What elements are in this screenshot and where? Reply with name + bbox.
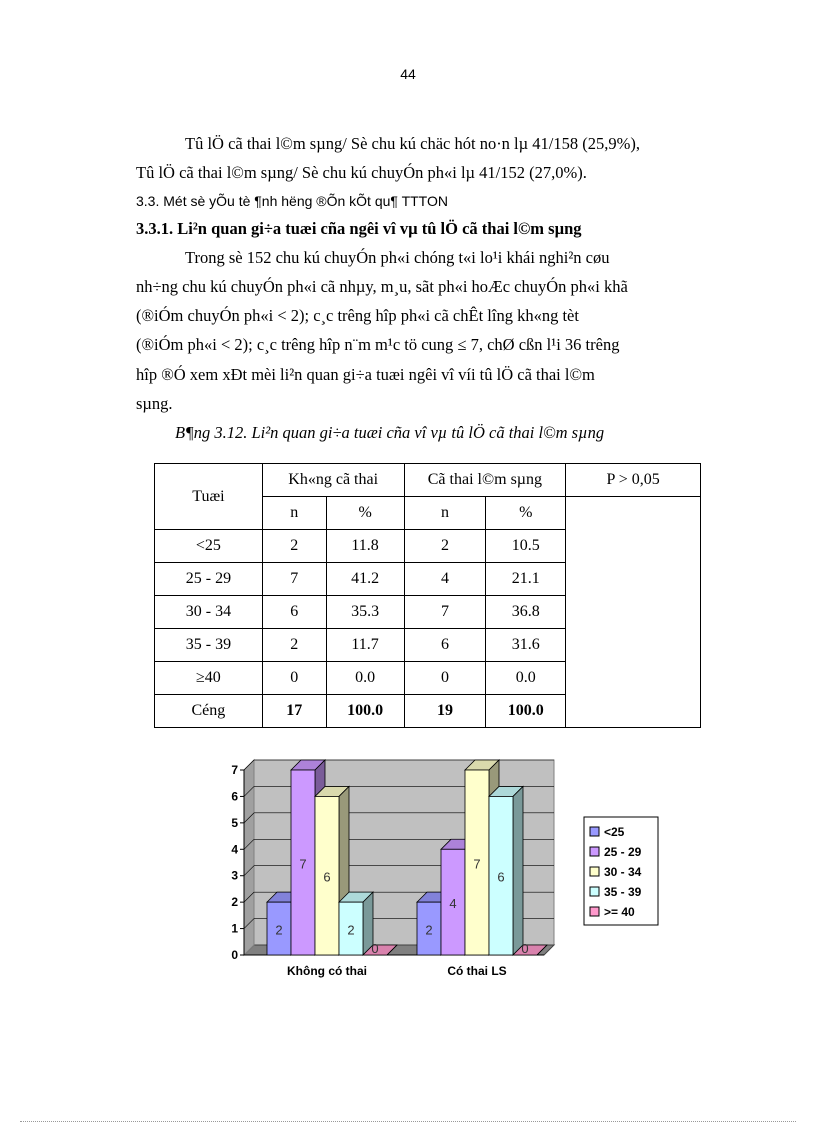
age-cell: <25	[155, 530, 263, 563]
p-value-cell	[566, 497, 701, 728]
y-tick-label: 2	[231, 895, 238, 910]
bar-value-label: 7	[473, 856, 481, 872]
legend-swatch	[590, 887, 599, 896]
bar-value-label: 2	[275, 922, 283, 938]
age-cell: ≥40	[155, 662, 263, 695]
subheader-percent: %	[486, 497, 566, 530]
page-bottom-divider	[20, 1121, 796, 1122]
total-p1: 100.0	[326, 695, 404, 728]
legend-swatch	[590, 867, 599, 876]
header-p-value: P > 0,05	[566, 464, 701, 497]
total-p2: 100.0	[486, 695, 566, 728]
subheader-n: n	[404, 497, 486, 530]
y-tick-label: 1	[231, 921, 238, 936]
bar-value-label: 2	[425, 922, 433, 938]
p2-cell: 36.8	[486, 596, 566, 629]
paragraph-2-line-6: sµng.	[136, 394, 173, 413]
y-tick-label: 5	[231, 815, 238, 830]
y-tick-label: 7	[231, 763, 238, 777]
legend-swatch	[590, 907, 599, 916]
bar-value-label: 0	[521, 941, 529, 956]
n2-cell: 6	[404, 629, 486, 662]
total-label: Céng	[155, 695, 263, 728]
p2-cell: 10.5	[486, 530, 566, 563]
chart-legend	[584, 817, 658, 925]
p1-cell: 0.0	[326, 662, 404, 695]
section-heading: 3.3. Mét sè yÕu tè ¶nh hëng ®Õn kÕt qu¶ TTTON	[136, 193, 448, 209]
n1-cell: 2	[262, 530, 326, 563]
p2-cell: 31.6	[486, 629, 566, 662]
age-pregnancy-bar-chart	[220, 755, 670, 985]
p1-cell: 11.7	[326, 629, 404, 662]
y-tick-label: 3	[231, 868, 238, 883]
legend-label: 30 - 34	[604, 865, 642, 879]
bar-value-label: 6	[323, 869, 331, 885]
n2-cell: 4	[404, 563, 486, 596]
bar-side	[513, 786, 523, 955]
age-pregnancy-table	[154, 463, 701, 728]
paragraph-2-line-4: (®iÓm ph«i < 2); c¸c trêng hîp n¨m m¹c tö cung ≤ 7, chØ cßn l¹i 36 trêng	[136, 335, 620, 354]
p1-cell: 11.8	[326, 530, 404, 563]
legend-label: <25	[604, 825, 625, 839]
age-cell: 30 - 34	[155, 596, 263, 629]
n1-cell: 6	[262, 596, 326, 629]
legend-label: >= 40	[604, 905, 635, 919]
age-cell: 35 - 39	[155, 629, 263, 662]
n1-cell: 2	[262, 629, 326, 662]
bar-value-label: 0	[371, 941, 379, 956]
paragraph-2-line-3: (®iÓm chuyÓn ph«i < 2); c¸c trêng hîp ph«i cã chÊt lîng kh«ng tèt	[136, 306, 579, 325]
y-tick-label: 4	[231, 842, 238, 857]
table-caption: B¶ng 3.12. Li²n quan gi÷a tuæi cña vî vµ tû lÖ cã thai l©m sµng	[175, 423, 605, 442]
chart-side-wall	[244, 760, 254, 955]
header-clinical-pregnancy: Cã thai l©m sµng	[404, 464, 566, 497]
legend-swatch	[590, 827, 599, 836]
n2-cell: 0	[404, 662, 486, 695]
paragraph-2-line-5: hîp ®Ó xem xÐt mèi li²n quan gi÷a tuæi ngêi vî víi tû lÖ cã thai l©m	[136, 365, 595, 384]
n1-cell: 7	[262, 563, 326, 596]
paragraph-2-line-2: nh÷ng chu kú chuyÓn ph«i cã nhµy, m¸u, sãt ph«i hoÆc chuyÓn ph«i khã	[136, 277, 628, 296]
page-number: 44	[400, 66, 416, 82]
total-n1: 17	[262, 695, 326, 728]
paragraph-1-line-1: Tû lÖ cã thai l©m sµng/ Sè chu kú chäc hót no·n lµ 41/158 (25,9%),	[185, 134, 640, 153]
bar-value-label: 4	[449, 896, 457, 912]
n1-cell: 0	[262, 662, 326, 695]
legend-label: 35 - 39	[604, 885, 642, 899]
age-cell: 25 - 29	[155, 563, 263, 596]
legend-label: 25 - 29	[604, 845, 642, 859]
p1-cell: 35.3	[326, 596, 404, 629]
bar-value-label: 2	[347, 922, 355, 938]
legend-swatch	[590, 847, 599, 856]
subheader-percent: %	[326, 497, 404, 530]
subsection-heading: 3.3.1. Li²n quan gi÷a tuæi cña ngêi vî vµ tû lÖ cã thai l©m sµng	[136, 219, 582, 238]
subheader-n: n	[262, 497, 326, 530]
table-header-row	[155, 464, 701, 497]
header-not-pregnant: Kh«ng cã thai	[262, 464, 404, 497]
x-category-label: Không có thai	[287, 964, 367, 978]
paragraph-2-line-1: Trong sè 152 chu kú chuyÓn ph«i chóng t«i lo¹i khái nghi²n cøu	[185, 248, 610, 267]
y-tick-label: 6	[231, 789, 238, 804]
p2-cell: 0.0	[486, 662, 566, 695]
total-n2: 19	[404, 695, 486, 728]
header-age: Tuæi	[155, 464, 263, 530]
x-category-label: Có thai LS	[447, 964, 507, 978]
n2-cell: 2	[404, 530, 486, 563]
paragraph-1-line-2: Tû lÖ cã thai l©m sµng/ Sè chu kú chuyÓn ph«i lµ 41/152 (27,0%).	[136, 163, 587, 182]
bar-value-label: 7	[299, 856, 307, 872]
p1-cell: 41.2	[326, 563, 404, 596]
bar-value-label: 6	[497, 869, 505, 885]
n2-cell: 7	[404, 596, 486, 629]
y-tick-label: 0	[231, 948, 238, 962]
p2-cell: 21.1	[486, 563, 566, 596]
